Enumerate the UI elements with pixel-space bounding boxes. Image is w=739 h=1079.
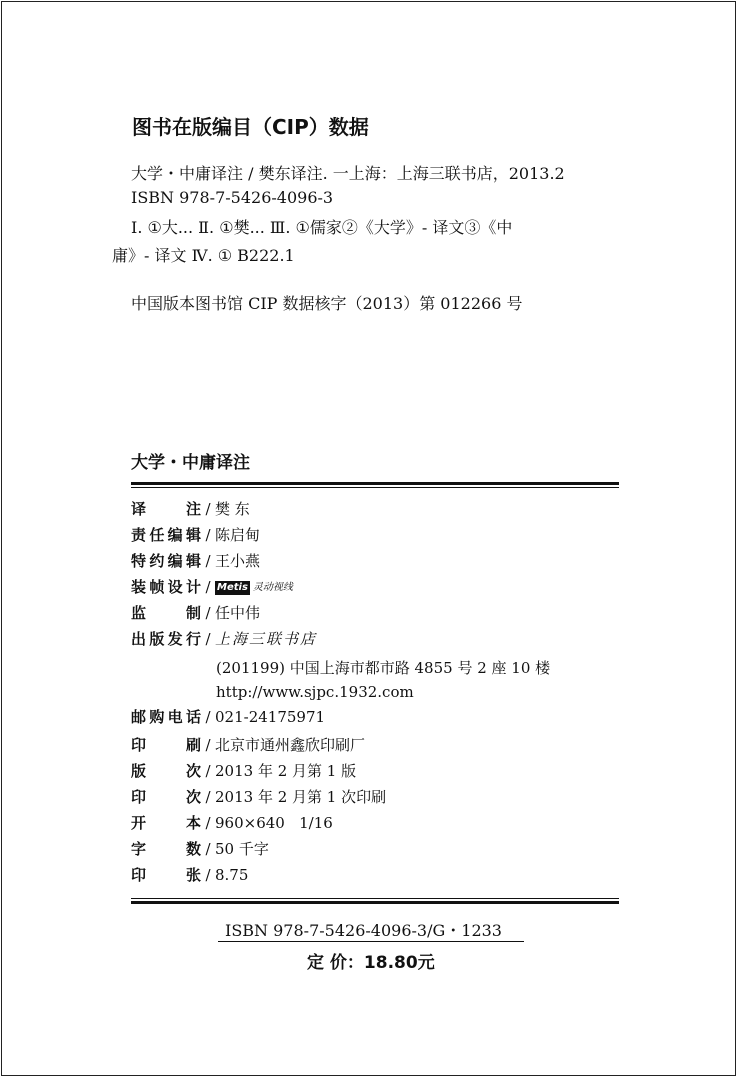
publisher-signature: 上海三联书店: [215, 630, 318, 648]
row-printer: [131, 734, 365, 756]
row-value: 021-24175971: [215, 708, 326, 726]
row-separator: /: [205, 762, 211, 780]
cip-isbn: ISBN 978-7-5426-4096-3: [131, 188, 334, 207]
cip-record-number: 中国版本图书馆 CIP 数据核字（2013）第 012266 号: [131, 294, 523, 313]
row-separator: /: [205, 736, 211, 754]
row-label: 译注: [131, 500, 201, 518]
isbn-underline: [218, 941, 524, 942]
row-edition: [131, 760, 356, 782]
row-special-editor: [131, 550, 260, 572]
row-label: 监制: [131, 604, 201, 622]
cip-classification-line: Ⅰ. ①大... Ⅱ. ①樊... Ⅲ. ①儒家②《大学》- 译文③《中: [131, 218, 513, 237]
row-value: 2013 年 2 月第 1 次印刷: [215, 788, 387, 806]
row-phone: [131, 706, 325, 728]
row-label: 印刷: [131, 736, 201, 754]
row-separator: /: [205, 526, 211, 544]
row-publisher: [131, 628, 317, 650]
price: 定 价：18.80元: [307, 953, 435, 973]
row-value: 樊 东: [215, 500, 250, 518]
cip-title-line: 大学・中庸译注 / 樊东译注. 一上海：上海三联书店，2013.2: [131, 164, 565, 183]
row-format: [131, 812, 333, 834]
row-label: 开本: [131, 814, 201, 832]
row-value: 2013 年 2 月第 1 版: [215, 762, 357, 780]
row-label: 装帧设计: [131, 578, 201, 596]
row-label: 印次: [131, 788, 201, 806]
row-value: 王小燕: [215, 552, 261, 570]
row-editor: [131, 524, 260, 546]
row-separator: /: [205, 630, 211, 648]
row-label: 特约编辑: [131, 552, 201, 570]
row-separator: /: [205, 500, 211, 518]
row-label: 邮购电话: [131, 708, 201, 726]
metis-logo-subtitle: 灵动视线: [252, 582, 293, 593]
row-separator: /: [205, 840, 211, 858]
row-separator: /: [205, 814, 211, 832]
cip-heading: 图书在版编目（CIP）数据: [132, 115, 369, 139]
row-label: 出版发行: [131, 630, 201, 648]
row-value: 任中伟: [215, 604, 261, 622]
publisher-address: (201199) 中国上海市都市路 4855 号 2 座 10 楼: [216, 659, 551, 677]
row-sheets: [131, 864, 248, 886]
row-value: 960×640 1/16: [215, 814, 333, 832]
row-separator: /: [205, 708, 211, 726]
top-rule: [131, 482, 619, 485]
row-label: 责任编辑: [131, 526, 201, 544]
row-translator: [131, 498, 250, 520]
row-label: 字数: [131, 840, 201, 858]
row-label: 版次: [131, 762, 201, 780]
metis-logo: Metis: [217, 582, 248, 593]
row-printing: [131, 786, 386, 808]
row-separator: /: [205, 604, 211, 622]
bottom-rule-thin: [131, 898, 619, 899]
row-value: 50 千字: [215, 840, 269, 858]
row-supervisor: [131, 602, 260, 624]
row-value: 陈启甸: [215, 526, 261, 544]
row-label: 印张: [131, 866, 201, 884]
row-value: 北京市通州鑫欣印刷厂: [215, 736, 366, 754]
row-separator: /: [205, 866, 211, 884]
top-rule-thin: [131, 487, 619, 488]
row-value: 8.75: [215, 866, 249, 884]
publisher-website: http://www.sjpc.1932.com: [216, 683, 414, 701]
row-separator: /: [205, 788, 211, 806]
row-separator: /: [205, 578, 211, 596]
cip-classification-line-2: 庸》- 译文 Ⅳ. ① B222.1: [112, 246, 295, 265]
isbn-full: ISBN 978-7-5426-4096-3/G・1233: [225, 921, 502, 940]
row-separator: /: [205, 552, 211, 570]
row-word-count: [131, 838, 269, 860]
row-design: [131, 576, 293, 598]
bottom-rule: [131, 901, 619, 904]
book-title: 大学・中庸译注: [131, 453, 250, 473]
